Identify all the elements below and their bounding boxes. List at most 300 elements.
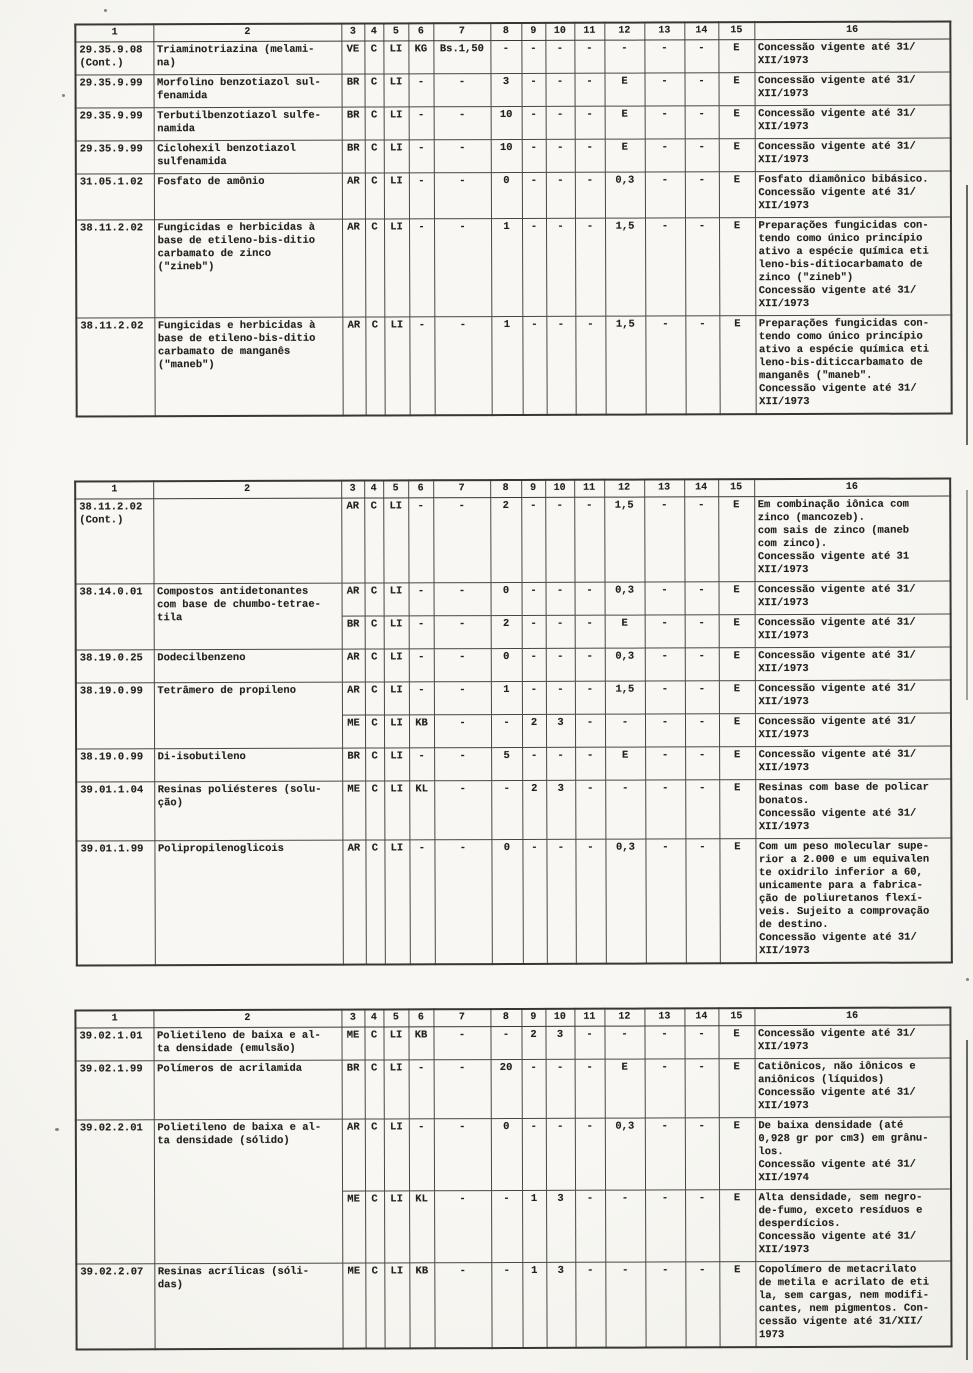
column-8-value: 10: [491, 106, 522, 139]
column-15-value: E: [719, 747, 755, 780]
item-description: Polímeros de acrilamida: [154, 1060, 342, 1120]
table-row: [76, 217, 951, 318]
column-4-value: C: [364, 74, 383, 107]
column-12-value: 1,5: [605, 681, 645, 714]
column-8-value: -: [490, 1026, 521, 1059]
column-11-value: -: [574, 1026, 604, 1059]
column-15-value: E: [718, 73, 754, 106]
column-12-value: -: [604, 1026, 644, 1059]
column-8-value: 5: [491, 747, 522, 780]
observations: Com um peso molecular supe- rior a 2.000 e um equivalen te oxidrilo inferior a 60, unicamente para a fabrica- ção de poliuretanos flexí- veis. Sujeito a comprovação de destino. Concessão vigente até 31/ XII/1973: [755, 838, 951, 963]
column-4-value: C: [365, 781, 384, 840]
column-12-value: 0,3: [605, 839, 645, 964]
column-14-value: -: [685, 316, 719, 415]
column-header: 1: [75, 1010, 153, 1028]
column-13-value: -: [645, 106, 685, 139]
observations: Em combinação iônica com zinco (mancozeb). com sais de zinco (maneb com zinco). Concessão vigente até 31 XII/1973: [754, 496, 950, 582]
column-3-value: AR: [342, 317, 365, 416]
observations: Concessão vigente até 31/ XII/1973: [754, 1025, 950, 1059]
column-5-value: LI: [384, 1263, 409, 1349]
column-13-value: -: [645, 1059, 685, 1118]
column-15-value: E: [719, 839, 755, 964]
column-header: 12: [604, 1009, 644, 1027]
column-13-value: -: [645, 582, 685, 615]
column-14-value: -: [685, 582, 719, 615]
column-10-value: -: [545, 73, 574, 106]
table-row: [76, 138, 951, 174]
item-description: Ciclohexil benzotiazol sulfenamida: [154, 140, 342, 174]
item-description: Polietileno de baixa e al- ta densidade (sólido): [154, 1119, 343, 1264]
table-row: [76, 315, 951, 417]
column-4-value: C: [365, 1263, 384, 1349]
column-14-value: -: [685, 648, 719, 681]
column-4-value: C: [365, 616, 384, 649]
column-header: 12: [604, 480, 644, 498]
column-11-value: -: [574, 73, 604, 106]
column-14-value: -: [684, 497, 718, 582]
column-10-value: -: [546, 615, 575, 648]
column-4-value: C: [365, 173, 384, 219]
column-12-value: E: [605, 139, 645, 172]
column-13-value: -: [645, 615, 685, 648]
column-14-value: -: [685, 139, 719, 172]
column-header: 8: [490, 1009, 521, 1027]
column-5-value: LI: [384, 682, 409, 715]
observations: Concessão vigente até 31/ XII/1973: [755, 647, 951, 681]
column-6-value: -: [408, 498, 433, 583]
table-row: [76, 1261, 951, 1350]
column-13-value: -: [645, 747, 685, 780]
column-header: 6: [408, 1009, 433, 1027]
column-header: 16: [754, 1007, 950, 1025]
column-8-value: 2: [491, 615, 522, 648]
column-14-value: -: [685, 1190, 719, 1262]
column-15-value: E: [719, 648, 755, 681]
item-code: 39.02.1.99: [76, 1061, 154, 1120]
item-description: Compostos antidetonantes com base de chumbo-tetrae- tila: [154, 583, 342, 650]
column-13-value: -: [645, 172, 685, 218]
item-code: 38.11.2.02: [76, 220, 154, 318]
table-row: [76, 105, 951, 141]
column-13-value: -: [645, 681, 685, 714]
column-10-value: -: [546, 747, 575, 780]
scan-edge-line: [966, 490, 968, 700]
scan-edge-line: [966, 185, 968, 445]
column-9-value: -: [522, 1118, 546, 1190]
column-12-value: E: [605, 747, 645, 780]
column-10-value: -: [546, 1118, 575, 1190]
observations: Fosfato diamônico bibásico. Concessão vigente até 31/ XII/1973: [755, 171, 951, 218]
column-11-value: -: [575, 582, 605, 615]
column-15-value: E: [718, 40, 754, 73]
column-11-value: -: [575, 1262, 605, 1348]
column-header: 2: [153, 481, 341, 499]
column-11-value: -: [575, 316, 605, 415]
item-description: [153, 498, 341, 584]
column-9-value: -: [522, 172, 546, 218]
column-13-value: -: [645, 648, 685, 681]
tariff-concessions-table-3: [74, 1006, 952, 1350]
item-description: Fungicidas e herbicidas à base de etileno-bis-ditio carbamato de manganês ("maneb"): [154, 317, 342, 416]
column-8-value: 1: [491, 316, 522, 415]
column-5-value: LI: [384, 107, 409, 140]
column-header: 2: [153, 1010, 341, 1028]
column-11-value: -: [575, 780, 605, 839]
column-12-value: 1,5: [605, 218, 645, 316]
column-6-value: KB: [408, 1027, 433, 1060]
column-8-value: -: [491, 780, 522, 839]
column-8-value: 0: [491, 172, 522, 218]
column-6-value: -: [409, 317, 434, 416]
table-row: [76, 171, 951, 220]
item-code: 29.35.9.99: [75, 75, 153, 108]
tariff-concessions-table-2: [74, 477, 953, 966]
column-14-value: -: [685, 106, 719, 139]
column-5-value: LI: [384, 748, 409, 781]
observations: Concessão vigente até 31/ XII/1973: [754, 72, 950, 106]
column-15-value: E: [719, 714, 755, 747]
column-8-value: 0: [491, 582, 522, 615]
column-9-value: -: [522, 681, 546, 714]
column-9-value: -: [522, 615, 546, 648]
column-header: 1: [75, 24, 153, 42]
item-description: Polietileno de baixa e al- ta densidade (emulsão): [153, 1027, 341, 1061]
column-3-value: AR: [342, 219, 365, 317]
column-header: 2: [153, 24, 341, 42]
column-10-value: -: [546, 316, 575, 415]
column-15-value: E: [719, 172, 755, 218]
column-9-value: 1: [522, 1190, 546, 1262]
column-11-value: -: [575, 1059, 605, 1118]
item-code: 39.01.1.04: [76, 782, 154, 841]
column-9-value: -: [521, 497, 545, 582]
column-6-value: -: [409, 583, 434, 616]
column-3-value: BR: [341, 74, 364, 107]
column-11-value: -: [575, 615, 605, 648]
scan-speck: [62, 94, 65, 97]
column-6-value: -: [409, 840, 434, 965]
column-10-value: 3: [546, 1190, 575, 1262]
column-8-value: -: [491, 1190, 522, 1262]
column-10-value: 3: [546, 714, 575, 747]
column-3-value: AR: [342, 583, 365, 616]
table-row: [76, 779, 951, 841]
column-15-value: E: [718, 1026, 754, 1059]
table-row: [76, 647, 951, 683]
column-4-value: C: [365, 748, 384, 781]
observations: Concessão vigente até 31/ XII/1973: [755, 138, 951, 172]
column-3-value: BR: [342, 140, 365, 173]
column-9-value: 2: [522, 780, 546, 839]
column-13-value: -: [644, 73, 684, 106]
column-3-value: ME: [341, 1027, 364, 1060]
column-10-value: -: [546, 582, 575, 615]
column-header: 6: [408, 23, 433, 41]
column-6-value: KB: [409, 715, 434, 748]
column-header: 7: [433, 1009, 490, 1027]
column-header: 10: [545, 480, 574, 498]
observations: Copolímero de metacrilato de metila e acrilato de eti la, sem cargas, nem modifi- cantes, nem pigmentos. Con- cessão vigente até 31/XII/ 1973: [755, 1261, 951, 1347]
table-row: [75, 39, 950, 75]
column-4-value: C: [365, 219, 384, 317]
column-3-value: ME: [342, 781, 365, 840]
column-14-value: -: [685, 218, 719, 316]
column-4-value: C: [365, 649, 384, 682]
column-7-value: -: [434, 840, 491, 965]
column-6-value: KL: [409, 781, 434, 840]
column-header: 11: [574, 480, 604, 498]
column-13-value: -: [645, 714, 685, 747]
item-code: 38.11.2.02 (Cont.): [75, 499, 153, 584]
column-15-value: E: [719, 106, 755, 139]
column-6-value: -: [409, 1119, 434, 1191]
column-15-value: E: [719, 218, 755, 316]
column-7-value: -: [434, 1191, 491, 1263]
column-header: 8: [490, 480, 521, 498]
column-15-value: E: [719, 139, 755, 172]
column-5-value: LI: [384, 317, 409, 416]
column-9-value: -: [522, 139, 546, 172]
column-5-value: LI: [383, 498, 408, 583]
observations: Resinas com base de policar bonatos. Concessão vigente até 31/ XII/1973: [755, 779, 951, 839]
column-12-value: -: [605, 780, 645, 839]
column-14-value: -: [685, 714, 719, 747]
item-description: Dodecilbenzeno: [154, 649, 342, 683]
column-7-value: -: [434, 173, 491, 219]
column-header: 4: [364, 1009, 383, 1027]
column-header: 16: [754, 21, 950, 39]
column-5-value: LI: [384, 583, 409, 616]
column-13-value: -: [645, 780, 685, 839]
column-10-value: 3: [546, 1262, 575, 1348]
column-header: 9: [521, 23, 545, 41]
item-code: 39.01.1.99: [76, 841, 154, 966]
column-9-value: -: [521, 73, 545, 106]
column-4-value: C: [364, 498, 383, 583]
table-row: [75, 496, 950, 584]
column-14-value: -: [685, 172, 719, 218]
column-5-value: LI: [384, 219, 409, 317]
column-7-value: -: [434, 649, 491, 682]
column-10-value: -: [546, 681, 575, 714]
column-header: 15: [718, 479, 754, 497]
scan-speck: [55, 1128, 59, 1131]
item-description: Polipropilenoglicois: [154, 840, 342, 965]
column-10-value: -: [546, 139, 575, 172]
column-13-value: -: [645, 139, 685, 172]
column-14-value: -: [685, 1262, 719, 1348]
observations: Preparações fungicidas con- tendo como único princípio ativo a espécie química eti leno-bis-ditiocarbamato de zinco ("zineb") Concessão vigente até 31/ XII/1973: [755, 217, 951, 316]
column-4-value: C: [365, 107, 384, 140]
column-13-value: -: [645, 316, 685, 415]
column-header: 15: [718, 1008, 754, 1026]
item-code: 31.05.1.02: [76, 174, 154, 220]
column-5-value: LI: [383, 74, 408, 107]
column-header: 6: [408, 480, 433, 498]
column-3-value: ME: [342, 1263, 365, 1349]
column-13-value: -: [644, 40, 684, 73]
column-4-value: C: [364, 41, 383, 74]
column-6-value: -: [409, 219, 434, 317]
column-8-value: 10: [491, 139, 522, 172]
column-header: 11: [574, 1009, 604, 1027]
column-7-value: -: [434, 715, 491, 748]
item-description: Triaminotriazina (melami- na): [153, 41, 341, 75]
column-12-value: 0,3: [605, 582, 645, 615]
column-header: 14: [684, 479, 718, 497]
column-11-value: -: [575, 106, 605, 139]
column-6-value: -: [408, 74, 433, 107]
column-13-value: -: [645, 218, 685, 316]
column-4-value: C: [364, 1027, 383, 1060]
column-5-value: LI: [384, 715, 409, 748]
column-5-value: LI: [384, 616, 409, 649]
column-3-value: BR: [342, 107, 365, 140]
column-10-value: -: [546, 106, 575, 139]
column-3-value: AR: [342, 840, 365, 965]
column-11-value: -: [575, 648, 605, 681]
observations: Catiônicos, não iônicos e aniônicos (líquidos) Concessão vigente até 31/ XII/1973: [755, 1058, 951, 1118]
item-description: Di-isobutileno: [154, 748, 342, 782]
column-7-value: -: [434, 781, 491, 840]
item-code: 38.19.0.99: [76, 749, 154, 782]
tariff-concessions-table-1: [74, 20, 952, 417]
column-3-value: AR: [342, 682, 365, 715]
column-7-value: -: [433, 74, 490, 107]
column-12-value: -: [605, 1190, 645, 1262]
column-header: 7: [433, 480, 490, 498]
column-3-value: BR: [342, 1060, 365, 1119]
column-header: 13: [644, 1008, 684, 1026]
column-6-value: -: [409, 140, 434, 173]
column-5-value: LI: [383, 41, 408, 74]
item-code: 29.35.9.99: [76, 108, 154, 141]
column-13-value: -: [645, 1262, 685, 1348]
column-10-value: -: [545, 497, 574, 582]
column-6-value: KG: [408, 41, 433, 74]
column-15-value: E: [719, 681, 755, 714]
column-4-value: C: [365, 583, 384, 616]
column-7-value: -: [434, 1119, 491, 1191]
observations: Concessão vigente até 31/ XII/1973: [755, 746, 951, 780]
column-6-value: KL: [409, 1191, 434, 1263]
column-9-value: -: [521, 40, 545, 73]
column-5-value: LI: [384, 173, 409, 219]
column-3-value: ME: [342, 1191, 365, 1263]
column-12-value: E: [605, 615, 645, 648]
column-4-value: C: [365, 715, 384, 748]
table-row: [76, 1117, 951, 1192]
column-11-value: -: [575, 139, 605, 172]
column-4-value: C: [365, 1060, 384, 1119]
observations: Alta densidade, sem negro- de-fumo, exceto resíduos e desperdícios. Concessão vigente até 31/ XII/1973: [755, 1189, 951, 1262]
column-11-value: -: [575, 172, 605, 218]
column-15-value: E: [719, 780, 755, 839]
scan-speck: [104, 9, 107, 12]
column-14-value: -: [685, 681, 719, 714]
column-3-value: BR: [342, 616, 365, 649]
column-7-value: Bs.1,50: [433, 41, 490, 74]
column-header: 3: [341, 24, 364, 42]
column-15-value: E: [719, 1118, 755, 1190]
column-13-value: -: [644, 497, 684, 582]
column-9-value: -: [522, 1059, 546, 1118]
column-6-value: -: [409, 616, 434, 649]
column-12-value: 0,3: [605, 648, 645, 681]
column-10-value: 3: [546, 780, 575, 839]
column-15-value: E: [719, 1190, 755, 1262]
column-12-value: E: [605, 1059, 645, 1118]
column-14-value: -: [685, 615, 719, 648]
item-description: Resinas poliésteres (solu- ção): [154, 781, 342, 841]
column-3-value: AR: [342, 649, 365, 682]
item-code: 29.35.9.08 (Cont.): [75, 42, 153, 75]
column-5-value: LI: [384, 840, 409, 965]
observations: Preparações fungicidas con- tendo como único princípio ativo a espécie química eti leno-bis-diticcarbamato de manganês ("maneb". Concessão vigente até 31/ XII/1973: [755, 315, 951, 414]
column-header: 9: [521, 480, 545, 498]
column-8-value: 1: [491, 218, 522, 316]
column-5-value: LI: [384, 649, 409, 682]
observations: Concessão vigente até 31/ XII/1973: [755, 614, 951, 648]
table-row: [76, 581, 951, 617]
column-7-value: -: [434, 140, 491, 173]
column-7-value: -: [434, 219, 491, 317]
column-7-value: -: [434, 107, 491, 140]
column-header: 4: [364, 480, 383, 498]
column-5-value: LI: [383, 1027, 408, 1060]
observations: Concessão vigente até 31/ XII/1973: [754, 39, 950, 73]
column-header: 9: [521, 1009, 545, 1027]
column-header: 3: [341, 1010, 364, 1028]
item-code: 38.19.0.25: [76, 650, 154, 683]
column-13-value: -: [645, 839, 685, 964]
column-14-value: -: [685, 839, 719, 964]
column-11-value: -: [575, 1118, 605, 1190]
item-code: 38.14.0.01: [76, 584, 154, 650]
column-9-value: 2: [521, 1026, 545, 1059]
column-6-value: -: [409, 1060, 434, 1119]
column-4-value: C: [365, 1191, 384, 1263]
column-7-value: -: [434, 748, 491, 781]
column-14-value: -: [685, 1059, 719, 1118]
column-header: 5: [383, 23, 408, 41]
column-header: 4: [364, 23, 383, 41]
column-14-value: -: [685, 1118, 719, 1190]
column-6-value: -: [409, 682, 434, 715]
column-7-value: -: [433, 1027, 490, 1060]
column-12-value: E: [604, 73, 644, 106]
column-6-value: -: [409, 173, 434, 219]
item-code: 29.35.9.99: [76, 141, 154, 174]
column-3-value: AR: [341, 498, 364, 583]
column-4-value: C: [365, 840, 384, 965]
observations: De baixa densidade (até 0,928 gr por cm3) em grânu- los. Concessão vigente até 31/ XII/1974: [755, 1117, 951, 1190]
column-header: 11: [574, 23, 604, 41]
column-3-value: VE: [341, 41, 364, 74]
column-8-value: 0: [491, 648, 522, 681]
column-5-value: LI: [384, 781, 409, 840]
column-header: 16: [754, 478, 950, 496]
column-7-value: -: [433, 498, 490, 583]
column-8-value: 3: [490, 73, 521, 106]
column-11-value: -: [575, 218, 605, 316]
column-11-value: -: [575, 1190, 605, 1262]
column-11-value: -: [575, 839, 605, 964]
column-14-value: -: [684, 73, 718, 106]
table-row: [75, 1025, 950, 1061]
column-8-value: -: [490, 40, 521, 73]
column-10-value: -: [546, 839, 575, 964]
